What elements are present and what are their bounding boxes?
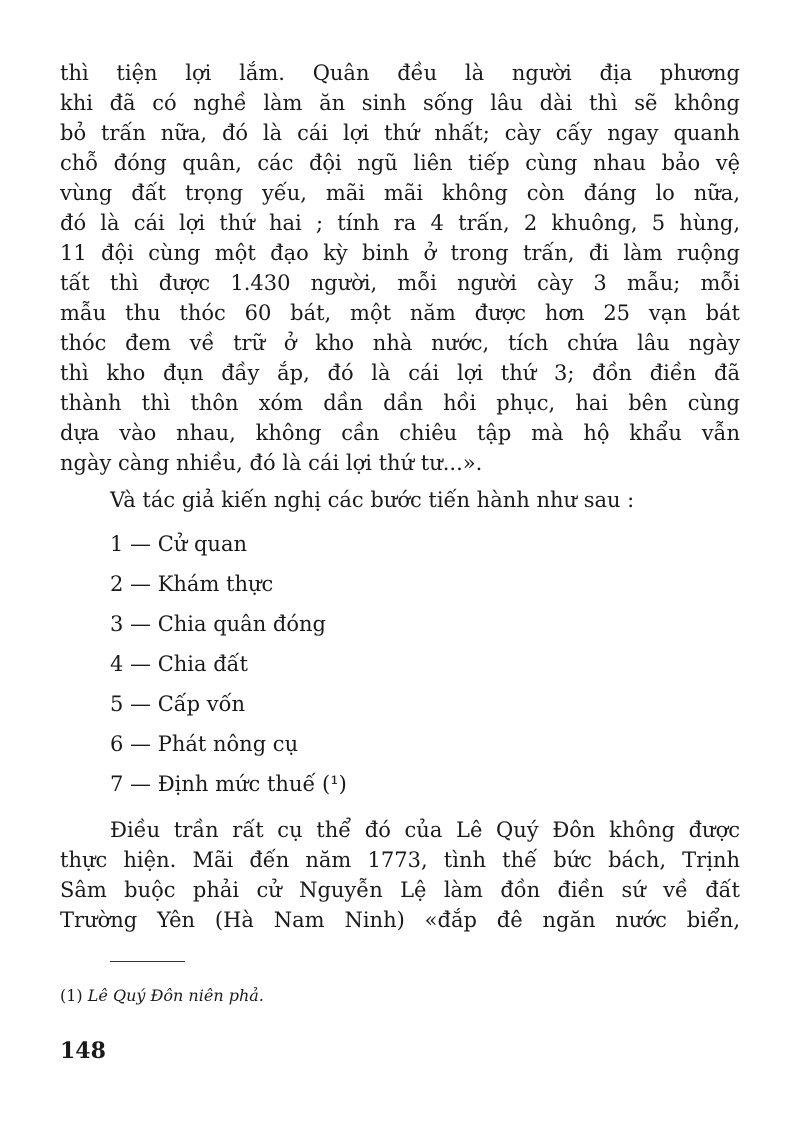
text-line: thì kho đụn đầy ắp, đó là cái lợi thứ 3; đồn điền đã [60, 361, 740, 385]
text-line: thành thì thôn xóm dần dần hồi phục, hai bên cùng [60, 391, 740, 415]
text-line: thóc đem về trữ ở kho nhà nước, tích chứa lâu ngày [60, 331, 740, 355]
footnote [60, 984, 264, 1008]
intro-line: Và tác giả kiến nghị các bước tiến hành như sau : [110, 488, 635, 512]
page-number: 148 [60, 1038, 106, 1064]
text-line: thực hiện. Mãi đến năm 1773, tình thế bức bách, Trịnh [60, 848, 740, 872]
text-line: Trường Yên (Hà Nam Ninh) «đắp đê ngăn nước biển, [60, 908, 740, 932]
list-item: 1 — Cử quan [110, 532, 247, 556]
footnote-source: Lê Quý Đôn niên phả. [87, 986, 264, 1005]
text-line: Sâm buộc phải cử Nguyễn Lệ làm đồn điền sứ về đất [60, 878, 740, 902]
text-line: khi đã có nghề làm ăn sinh sống lâu dài thì sẽ không [60, 91, 740, 115]
footnote-divider [110, 961, 185, 962]
list-item: 4 — Chia đất [110, 652, 248, 676]
text-line: vùng đất trọng yếu, mãi mãi không còn đáng lo nữa, [60, 181, 740, 205]
paragraph-1 [60, 58, 740, 478]
text-line: đó là cái lợi thứ hai ; tính ra 4 trấn, 2 khuông, 5 hùng, [60, 211, 740, 235]
list-item: 7 — Định mức thuế (¹) [110, 772, 347, 796]
text-line: Điều trần rất cụ thể đó của Lê Quý Đôn không được [110, 818, 740, 842]
text-line: tất thì được 1.430 người, mỗi người cày 3 mẫu; mỗi [60, 271, 740, 295]
text-line: bỏ trấn nữa, đó là cái lợi thứ nhất; cày cấy ngay quanh [60, 121, 740, 145]
list-item: 3 — Chia quân đóng [110, 612, 326, 636]
text-line: ngày càng nhiều, đó là cái lợi thứ tư...». [60, 451, 483, 475]
text-line: mẫu thu thóc 60 bát, một năm được hơn 25 vạn bát [60, 301, 740, 325]
text-line: thì tiện lợi lắm. Quân đều là người địa phương [60, 61, 740, 85]
text-line: chỗ đóng quân, các đội ngũ liên tiếp cùng nhau bảo vệ [60, 151, 740, 175]
footnote-marker: (1) [60, 986, 83, 1005]
text-line: 11 đội cùng một đạo kỳ binh ở trong trấn, đi làm ruộng [60, 241, 740, 265]
steps-list [110, 524, 347, 804]
text-line: dựa vào nhau, không cần chiêu tập mà hộ khẩu vẫn [60, 421, 740, 445]
paragraph-2 [60, 815, 740, 935]
list-item: 2 — Khám thực [110, 572, 274, 596]
list-item: 5 — Cấp vốn [110, 692, 246, 716]
list-item: 6 — Phát nông cụ [110, 732, 299, 756]
